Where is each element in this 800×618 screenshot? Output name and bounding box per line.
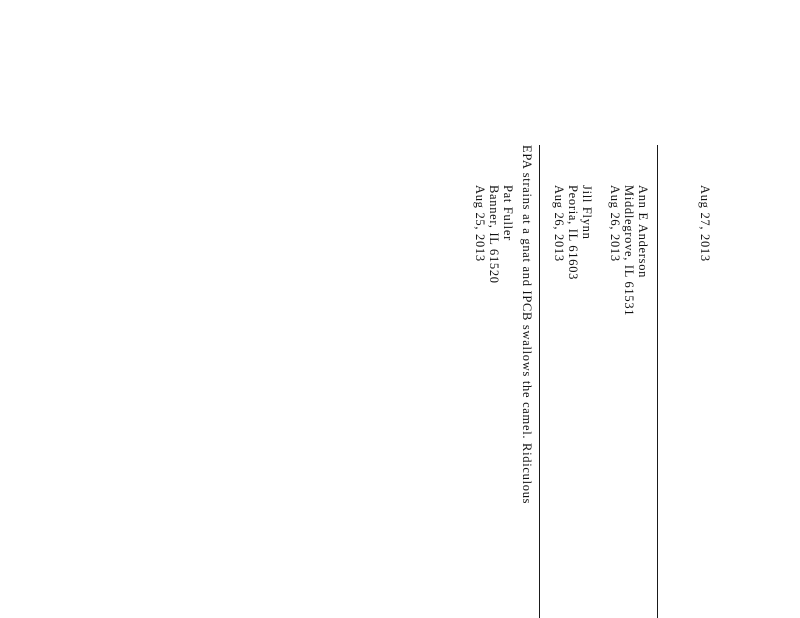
signer-city: Peoria, IL 61603: [566, 185, 580, 281]
signer-date: Aug 26, 2013: [552, 185, 566, 262]
entry-date-top: Aug 27, 2013: [698, 185, 712, 262]
signer-name: Pat Fuller: [501, 185, 515, 241]
signer-city: Middlegrove, IL 61531: [622, 185, 636, 317]
signer-name: Jill Flynn: [580, 185, 594, 240]
signer-comment: EPA strains at a gnat and IPCB swallows the camel. Ridiculous: [520, 145, 534, 505]
signer-city: Banner, IL 61520: [487, 185, 501, 284]
separator-rule: [657, 145, 658, 618]
separator-rule: [539, 145, 540, 618]
signer-date: Aug 26, 2013: [608, 185, 622, 262]
signer-date: Aug 25, 2013: [473, 185, 487, 262]
petition-signature-list: [80, 145, 720, 618]
signer-name: Ann E Anderson: [636, 185, 650, 279]
